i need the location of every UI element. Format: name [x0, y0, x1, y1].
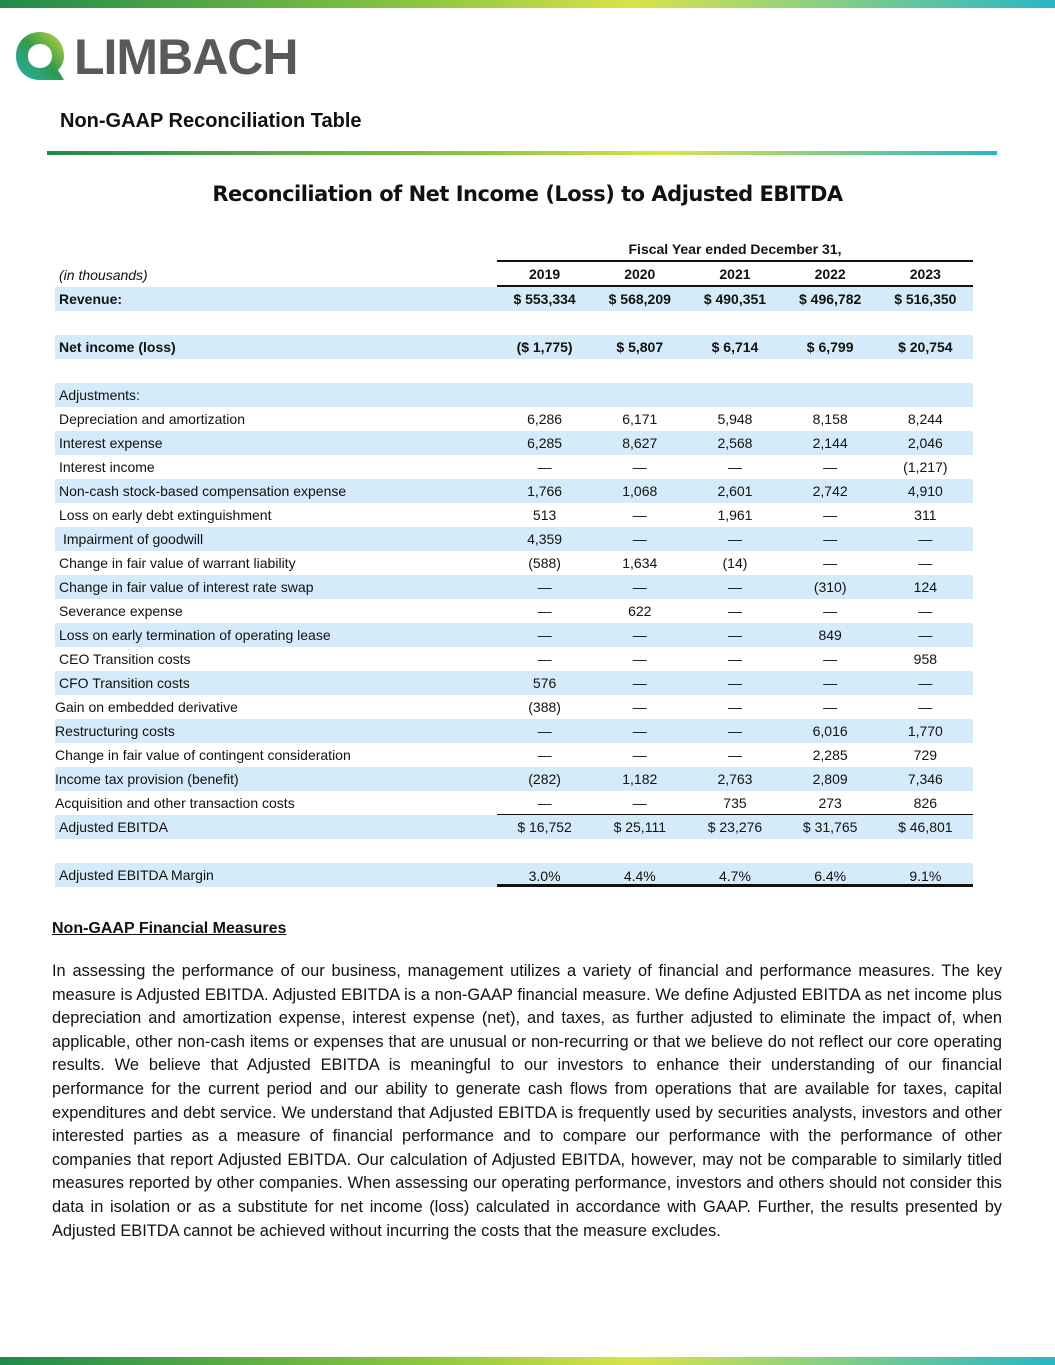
table-row — [55, 455, 973, 479]
row-label: Acquisition and other transaction costs — [55, 795, 295, 811]
row-value: 1,766 — [527, 483, 563, 499]
row-value: — — [823, 555, 838, 571]
table-row — [55, 599, 973, 623]
row-value: 1,634 — [622, 555, 658, 571]
row-value: 8,627 — [622, 435, 658, 451]
row-value: — — [632, 627, 647, 643]
row-value: — — [918, 603, 933, 619]
row-value: — — [537, 747, 552, 763]
row-value: 2,809 — [812, 771, 848, 787]
row-value: $ 6,799 — [806, 339, 854, 355]
row-label: Interest expense — [59, 435, 163, 451]
row-value: $ 568,209 — [608, 291, 671, 307]
row-value: 735 — [687, 791, 782, 815]
row-value: — — [592, 791, 687, 815]
row-value: — — [918, 531, 933, 547]
row-label: Change in fair value of contingent consideration — [55, 747, 351, 763]
row-value: 2,144 — [812, 435, 848, 451]
row-value: $ 490,351 — [703, 291, 767, 307]
row-value: $ 46,801 — [898, 819, 953, 835]
section-heading: Non-GAAP Financial Measures — [52, 920, 287, 937]
table-row — [55, 647, 973, 671]
row-value: — — [823, 459, 838, 475]
row-label: Interest income — [59, 459, 155, 475]
table-row — [55, 743, 973, 767]
row-value: — — [823, 507, 838, 523]
row-label: Restructuring costs — [55, 723, 175, 739]
row-value: — — [727, 699, 742, 715]
row-value: 826 — [878, 791, 973, 815]
row-value: — — [537, 723, 552, 739]
reconciliation-table — [55, 241, 973, 887]
row-value: 311 — [914, 507, 937, 523]
table-row — [55, 551, 973, 575]
table-row — [55, 863, 973, 887]
row-value: 6,286 — [527, 411, 563, 427]
row-label: CFO Transition costs — [59, 675, 190, 691]
row-value: $ 25,111 — [613, 819, 666, 835]
row-label: Impairment of goodwill — [63, 531, 204, 547]
row-value: — — [727, 651, 742, 667]
row-label: CEO Transition costs — [59, 651, 191, 667]
row-value: 1,770 — [907, 723, 943, 739]
table-row — [55, 359, 973, 383]
row-value: — — [727, 723, 742, 739]
row-value: — — [823, 531, 838, 547]
row-value: — — [727, 603, 742, 619]
row-value: 6.4% — [783, 863, 878, 887]
row-value: $ 5,807 — [616, 339, 664, 355]
row-label: Adjusted EBITDA Margin — [59, 867, 214, 883]
row-value: — — [537, 579, 552, 595]
row-value: $ 20,754 — [898, 339, 953, 355]
row-value: (14) — [722, 555, 748, 571]
table-row — [55, 671, 973, 695]
table-row — [55, 719, 973, 743]
row-value: 513 — [532, 507, 557, 523]
row-value: 6,016 — [812, 723, 848, 739]
row-value: 5,948 — [717, 411, 753, 427]
row-value: — — [823, 603, 838, 619]
row-label: Change in fair value of warrant liability — [59, 555, 296, 571]
row-value: $ 6,714 — [711, 339, 759, 355]
year-header: 2020 — [592, 262, 687, 287]
row-label: Gain on embedded derivative — [55, 699, 238, 715]
row-value: — — [918, 555, 933, 571]
row-value: $ 496,782 — [799, 291, 862, 307]
row-value: 7,346 — [907, 771, 943, 787]
row-value: $ 31,765 — [802, 819, 858, 835]
period-header: Fiscal Year ended December 31, — [497, 241, 973, 262]
row-label: Loss on early debt extinguishment — [59, 507, 272, 523]
row-label: Change in fair value of interest rate swap — [59, 579, 314, 595]
row-label: Severance expense — [59, 603, 183, 619]
row-value: $ 553,334 — [513, 291, 576, 307]
row-value: — — [727, 675, 742, 691]
table-row — [55, 431, 973, 455]
row-value: — — [632, 651, 647, 667]
row-value: 4.7% — [687, 863, 782, 887]
row-value: — — [632, 459, 647, 475]
row-value: — — [632, 747, 647, 763]
row-value: 6,285 — [527, 435, 563, 451]
row-value: — — [918, 699, 933, 715]
table-title: Reconciliation of Net Income (Loss) to Adjusted EBITDA — [212, 182, 843, 206]
row-value: 8,158 — [812, 411, 848, 427]
year-header: 2021 — [687, 262, 782, 287]
row-value: (388) — [528, 699, 561, 715]
row-value: 2,742 — [812, 483, 848, 499]
row-value: — — [632, 675, 647, 691]
row-value: — — [918, 627, 933, 643]
row-label: Adjusted EBITDA — [59, 819, 168, 835]
row-value: — — [632, 723, 647, 739]
row-value: 6,171 — [622, 411, 658, 427]
row-value: — — [823, 675, 838, 691]
row-value: — — [632, 699, 647, 715]
logo-mark-icon — [14, 30, 70, 84]
row-value: 4,910 — [907, 483, 943, 499]
year-header: 2019 — [497, 262, 592, 287]
row-value: 2,763 — [717, 771, 753, 787]
row-value: — — [823, 699, 838, 715]
table-row — [55, 767, 973, 791]
row-label: Non-cash stock-based compensation expense — [59, 483, 347, 499]
row-value: — — [918, 675, 933, 691]
row-value: (588) — [528, 555, 561, 571]
table-row — [55, 335, 973, 359]
table-row — [55, 815, 973, 839]
row-value: 1,068 — [622, 483, 658, 499]
header-divider — [47, 151, 997, 155]
row-value: — — [537, 651, 552, 667]
table-row — [55, 287, 973, 311]
year-header: 2022 — [783, 262, 878, 287]
table-row — [55, 839, 973, 863]
unit-label: (in thousands) — [59, 266, 148, 283]
limbach-logo — [14, 28, 298, 86]
row-value: (310) — [813, 579, 847, 595]
row-value: $ 23,276 — [707, 819, 763, 835]
row-value: 4,359 — [527, 531, 563, 547]
row-label: Adjustments: — [59, 387, 140, 403]
row-value: 1,182 — [622, 771, 658, 787]
row-value: 622 — [628, 603, 652, 619]
row-value: — — [727, 627, 742, 643]
row-value: — — [537, 459, 552, 475]
table-row — [55, 527, 973, 551]
row-value: 2,046 — [907, 435, 943, 451]
row-value: (282) — [528, 771, 561, 787]
logo-text: LIMBACH — [74, 29, 298, 85]
row-value: — — [727, 459, 742, 475]
row-value: 3.0% — [497, 863, 592, 887]
row-value: 124 — [913, 579, 938, 595]
row-value: — — [727, 579, 742, 595]
row-label: Revenue: — [59, 291, 123, 307]
row-value: — — [632, 507, 647, 523]
row-value: — — [497, 791, 592, 815]
row-value: $ 516,350 — [894, 291, 957, 307]
row-value: — — [632, 531, 647, 547]
row-label: Loss on early termination of operating lease — [59, 627, 331, 643]
row-value: 958 — [913, 651, 938, 667]
row-label: Income tax provision (benefit) — [55, 771, 239, 787]
table-row — [55, 383, 973, 407]
row-value: — — [632, 579, 647, 595]
table-row — [55, 503, 973, 527]
row-value: $ 16,752 — [517, 819, 572, 835]
top-gradient-bar — [0, 0, 1055, 8]
row-label: Net income (loss) — [59, 339, 176, 355]
row-value: 2,568 — [717, 435, 753, 451]
row-label: Depreciation and amortization — [59, 411, 245, 427]
row-value: — — [727, 747, 742, 763]
row-value: 1,961 — [717, 507, 753, 523]
row-value: 8,244 — [907, 411, 943, 427]
row-value: 4.4% — [592, 863, 687, 887]
row-value: 849 — [818, 627, 842, 643]
row-value: — — [537, 603, 552, 619]
row-value: 9.1% — [878, 863, 973, 887]
table-row — [55, 575, 973, 599]
page-subtitle: Non-GAAP Reconciliation Table — [60, 110, 362, 132]
row-value: 273 — [783, 791, 878, 815]
section-body: In assessing the performance of our business, management utilizes a variety of financial and performance measures. The key measure is Adjusted EBITDA. Adjusted EBITDA is a non-GAAP financial measure. We define Adjusted EBITDA as net income plus depreciation and amortization expense, interest expense (net), and taxes, as further adjusted to eliminate the impact of, when applicable, other non-cash items or expenses that are unusual or non-recurring or that we believe do not reflect our core operating results. We believe that Adjusted EBITDA is meaningful to our investors to enhance their understanding of our financial performance for the current period and our ability to generate cash flows from operations that are available for taxes, capital expenditures and debt service. We understand that Adjusted EBITDA is frequently used by securities analysts, investors and other interested parties as a measure of financial performance and to compare our performance with the performance of other companies that report Adjusted EBITDA. Our calculation of Adjusted EBITDA, however, may not be comparable to similarly titled measures reported by other companies. When assessing our operating performance, investors and others should not consider this data in isolation or as a substitute for net income (loss) calculated in accordance with GAAP. Further, the results presented by Adjusted EBITDA cannot be achieved without incurring the costs that the measure excludes. — [52, 962, 1002, 1240]
table-row — [55, 623, 973, 647]
column-header-row — [55, 262, 973, 287]
table-row — [55, 311, 973, 335]
bottom-gradient-bar — [0, 1357, 1055, 1365]
table-row — [55, 479, 973, 503]
row-value: 729 — [913, 747, 938, 763]
row-value: — — [727, 531, 742, 547]
row-value: 576 — [532, 675, 557, 691]
year-header: 2023 — [878, 262, 973, 287]
row-value: — — [823, 651, 838, 667]
table-row — [55, 695, 973, 719]
row-value: 2,285 — [812, 747, 848, 763]
row-value: 2,601 — [717, 483, 753, 499]
row-value: ($ 1,775) — [516, 339, 573, 355]
table-row — [55, 407, 973, 431]
row-value: (1,217) — [903, 459, 948, 475]
table-row — [55, 791, 973, 815]
row-value: — — [537, 627, 552, 643]
